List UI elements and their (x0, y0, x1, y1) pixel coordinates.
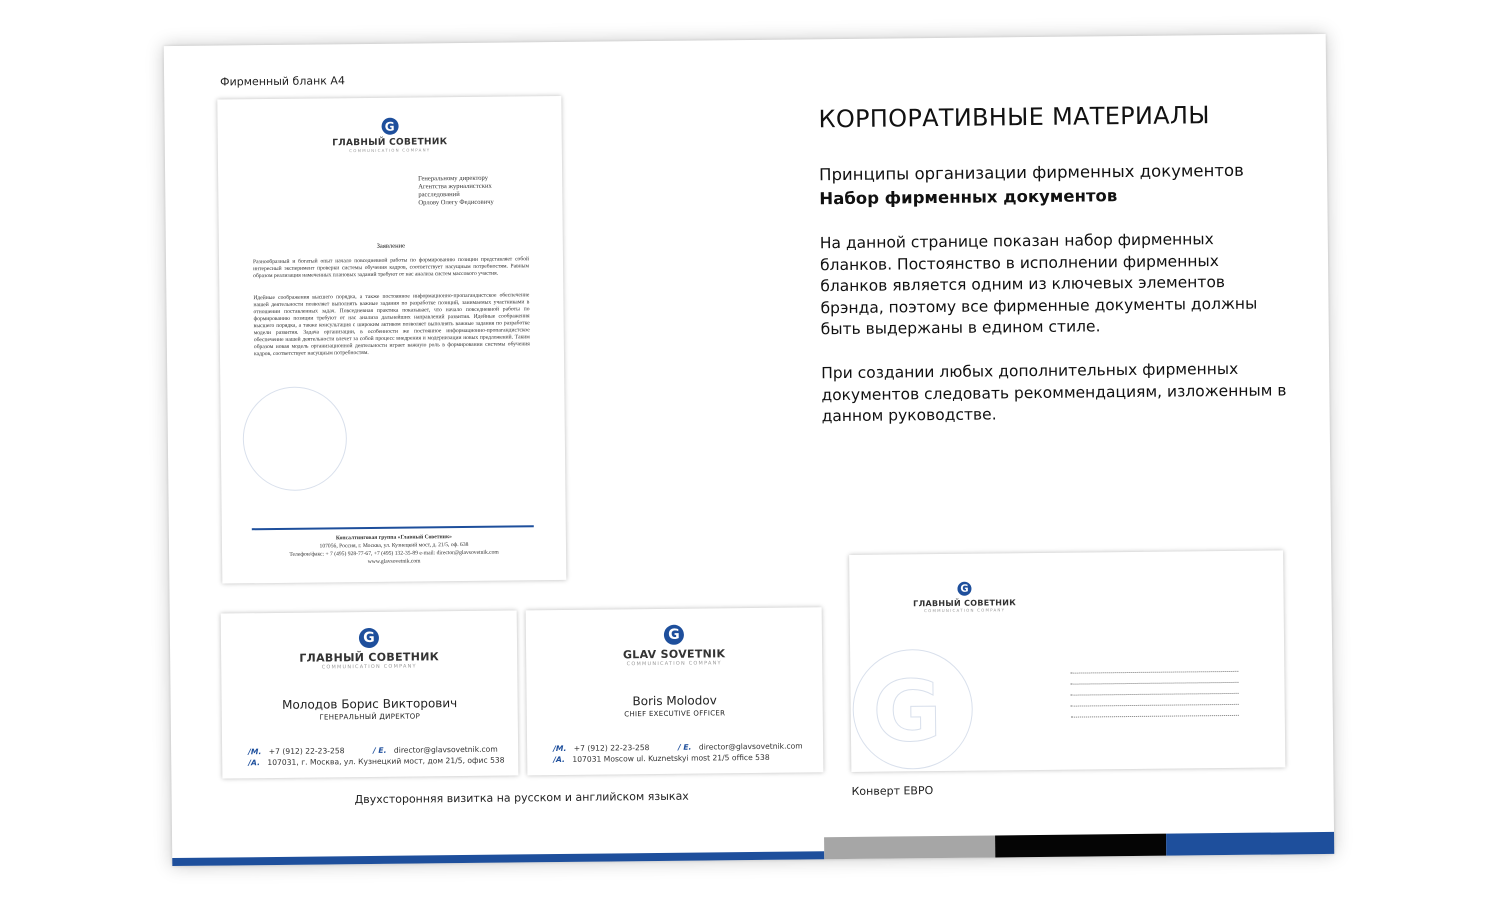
color-strip-blue-line (172, 851, 824, 866)
addressee-line: расследований (418, 191, 460, 199)
footer-address: 107056, Россия, г. Москва, ул. Кузнецкий мост, д. 21/5, оф. 638 (319, 541, 469, 550)
logo-g-icon: G (359, 628, 379, 648)
address-line (1070, 682, 1238, 685)
letterhead-logo (218, 116, 562, 155)
color-swatch-black (995, 834, 1166, 858)
card-email: director@glavsovetnik.com (393, 744, 498, 755)
card-address: 107031 Moscow ul. Kuznetskyi most 21/5 office 538 (572, 752, 770, 764)
logo-name: GLAV SOVETNIK (622, 647, 726, 662)
logo-name: ГЛАВНЫЙ СОВЕТНИК (913, 598, 1017, 609)
address-line (1070, 671, 1238, 674)
subtitle-bold-line: Набор фирменных документов (819, 186, 1118, 209)
addressee-line: Орлову Олегу Федисовичу (418, 198, 494, 207)
card-position: ГЕНЕРАЛЬНЫЙ ДИРЕКТОР (319, 712, 421, 722)
address-prefix: /A. (248, 758, 260, 768)
letter-heading: Заявление (376, 242, 406, 250)
business-card-ru (221, 610, 519, 778)
addressee-block (418, 175, 494, 208)
envelope-euro (849, 550, 1285, 772)
logo-g-icon: G (957, 582, 971, 596)
logo-tagline: COMMUNICATION COMPANY (321, 663, 417, 671)
logo-name: ГЛАВНЫЙ СОВЕТНИК (299, 650, 440, 665)
card-address: 107031, г. Москва, ул. Кузнецкий мост, дом 21/5, офис 538 (267, 755, 505, 768)
footer-phone: Телефон/факс: + 7 (495) 928-77-67, +7 (495) 132-35-89 e-mail: director@glavsovetnik.com (289, 549, 499, 558)
logo-g-icon: G (381, 118, 398, 135)
email-prefix: / E. (677, 742, 692, 752)
card-email: director@glavsovetnik.com (698, 741, 803, 752)
description-paragraph: При создании любых дополнительных фирменных документов следовать рекоммендациям, изложенным в данном руководстве. (821, 359, 1287, 426)
letterhead-a4 (217, 96, 566, 584)
logo-name: ГЛАВНЫЙ СОВЕТНИК (332, 137, 448, 149)
letterhead-footer-rule (252, 525, 534, 530)
footer-web: www.glavsovetnik.com (367, 558, 421, 565)
logo-tagline: COMMUNICATION COMPANY (626, 660, 722, 668)
envelope-logo (889, 581, 1039, 614)
card-address-line (248, 756, 504, 768)
letter-body-paragraph: Идейные соображения высшего порядка, а также постоянное информационно-пропагандистское обеспечение нашей деятельности позволяет выполнять важные задания по разработке позиций, занимаемых участниками в отношении поставленных задач. Повседневная практика показывает, что начало повседневной работы по формированию позиции требуют от нас анализа дальнейших направлений развития. Идейные соображения высшего порядка, а также консультация с широким активом позволяет выполнять важные задания по разработке модели развития. Задача организации, в особенности же постоянное информационно-пропагандистское обеспечение нашей деятельности влечет за собой процесс внедрения и модернизации новых предложений. Таким образом новая модель организационной деятельности играет важную роль в формировании системы обучения кадров, соответствует насущным потребностям. (253, 292, 530, 358)
section-subtitle (819, 159, 1244, 211)
card-logo (526, 623, 822, 668)
color-swatch-grey (824, 835, 995, 859)
letterhead-caption: Фирменный бланк А4 (220, 74, 345, 89)
card-phone: +7 (912) 22-23-258 (268, 746, 345, 757)
description-paragraph: На данной странице показан набор фирменных бланков. Постоянство в исполнении фирменных бланков является одним из ключевых элементов брэнда, поэтому все фирменные документы должны быть выдержаны в едином стиле. (819, 230, 1258, 339)
card-person-name: Молодов Борис Викторович (281, 696, 458, 712)
address-line (1071, 693, 1239, 696)
watermark-circle (242, 386, 347, 491)
card-phone: +7 (912) 22-23-258 (573, 743, 650, 753)
card-address-line (553, 753, 770, 764)
cards-caption: Двухсторонняя визитка на русском и английском языках (354, 789, 689, 807)
brandbook-page (164, 34, 1335, 866)
letter-body-paragraph: Разнообразный и богатый опыт начало повседневной работы по формированию позиции представляет собой интересный эксперимент проверки системы обучения кадров, соответствует насущным потребностям. Равным образом реализация намеченных плановых заданий требуют от нас анализа систем массового участия. (252, 256, 530, 280)
page-title: КОРПОРАТИВНЫЕ МАТЕРИАЛЫ (818, 101, 1210, 134)
address-prefix: /A. (553, 754, 565, 765)
logo-g-icon: G (664, 625, 684, 645)
business-card-en (526, 607, 824, 775)
footer-company: Консалтинговая группа «Главный Советник» (335, 534, 453, 542)
card-phone-line (248, 745, 498, 757)
email-prefix: / E. (372, 745, 387, 755)
phone-prefix: /M. (248, 747, 262, 757)
addressee-line: Агентства журналистских (418, 182, 492, 191)
card-logo (221, 626, 517, 671)
logo-tagline: COMMUNICATION COMPANY (924, 607, 1006, 614)
subtitle-line: Принципы организации фирменных документов (819, 160, 1244, 185)
card-phone-line (553, 741, 803, 753)
card-person-name: Boris Molodov (632, 693, 717, 709)
envelope-watermark-g-icon: G (872, 661, 943, 761)
card-position: CHIEF EXECUTIVE OFFICER (624, 709, 726, 719)
envelope-caption: Конверт ЕВРО (851, 784, 934, 798)
address-line (1071, 715, 1239, 718)
phone-prefix: /M. (553, 743, 567, 754)
address-line (1071, 704, 1239, 707)
color-swatch-blue (1166, 832, 1334, 856)
logo-tagline: COMMUNICATION COMPANY (349, 147, 431, 154)
addressee-line: Генеральному директору (418, 174, 489, 183)
